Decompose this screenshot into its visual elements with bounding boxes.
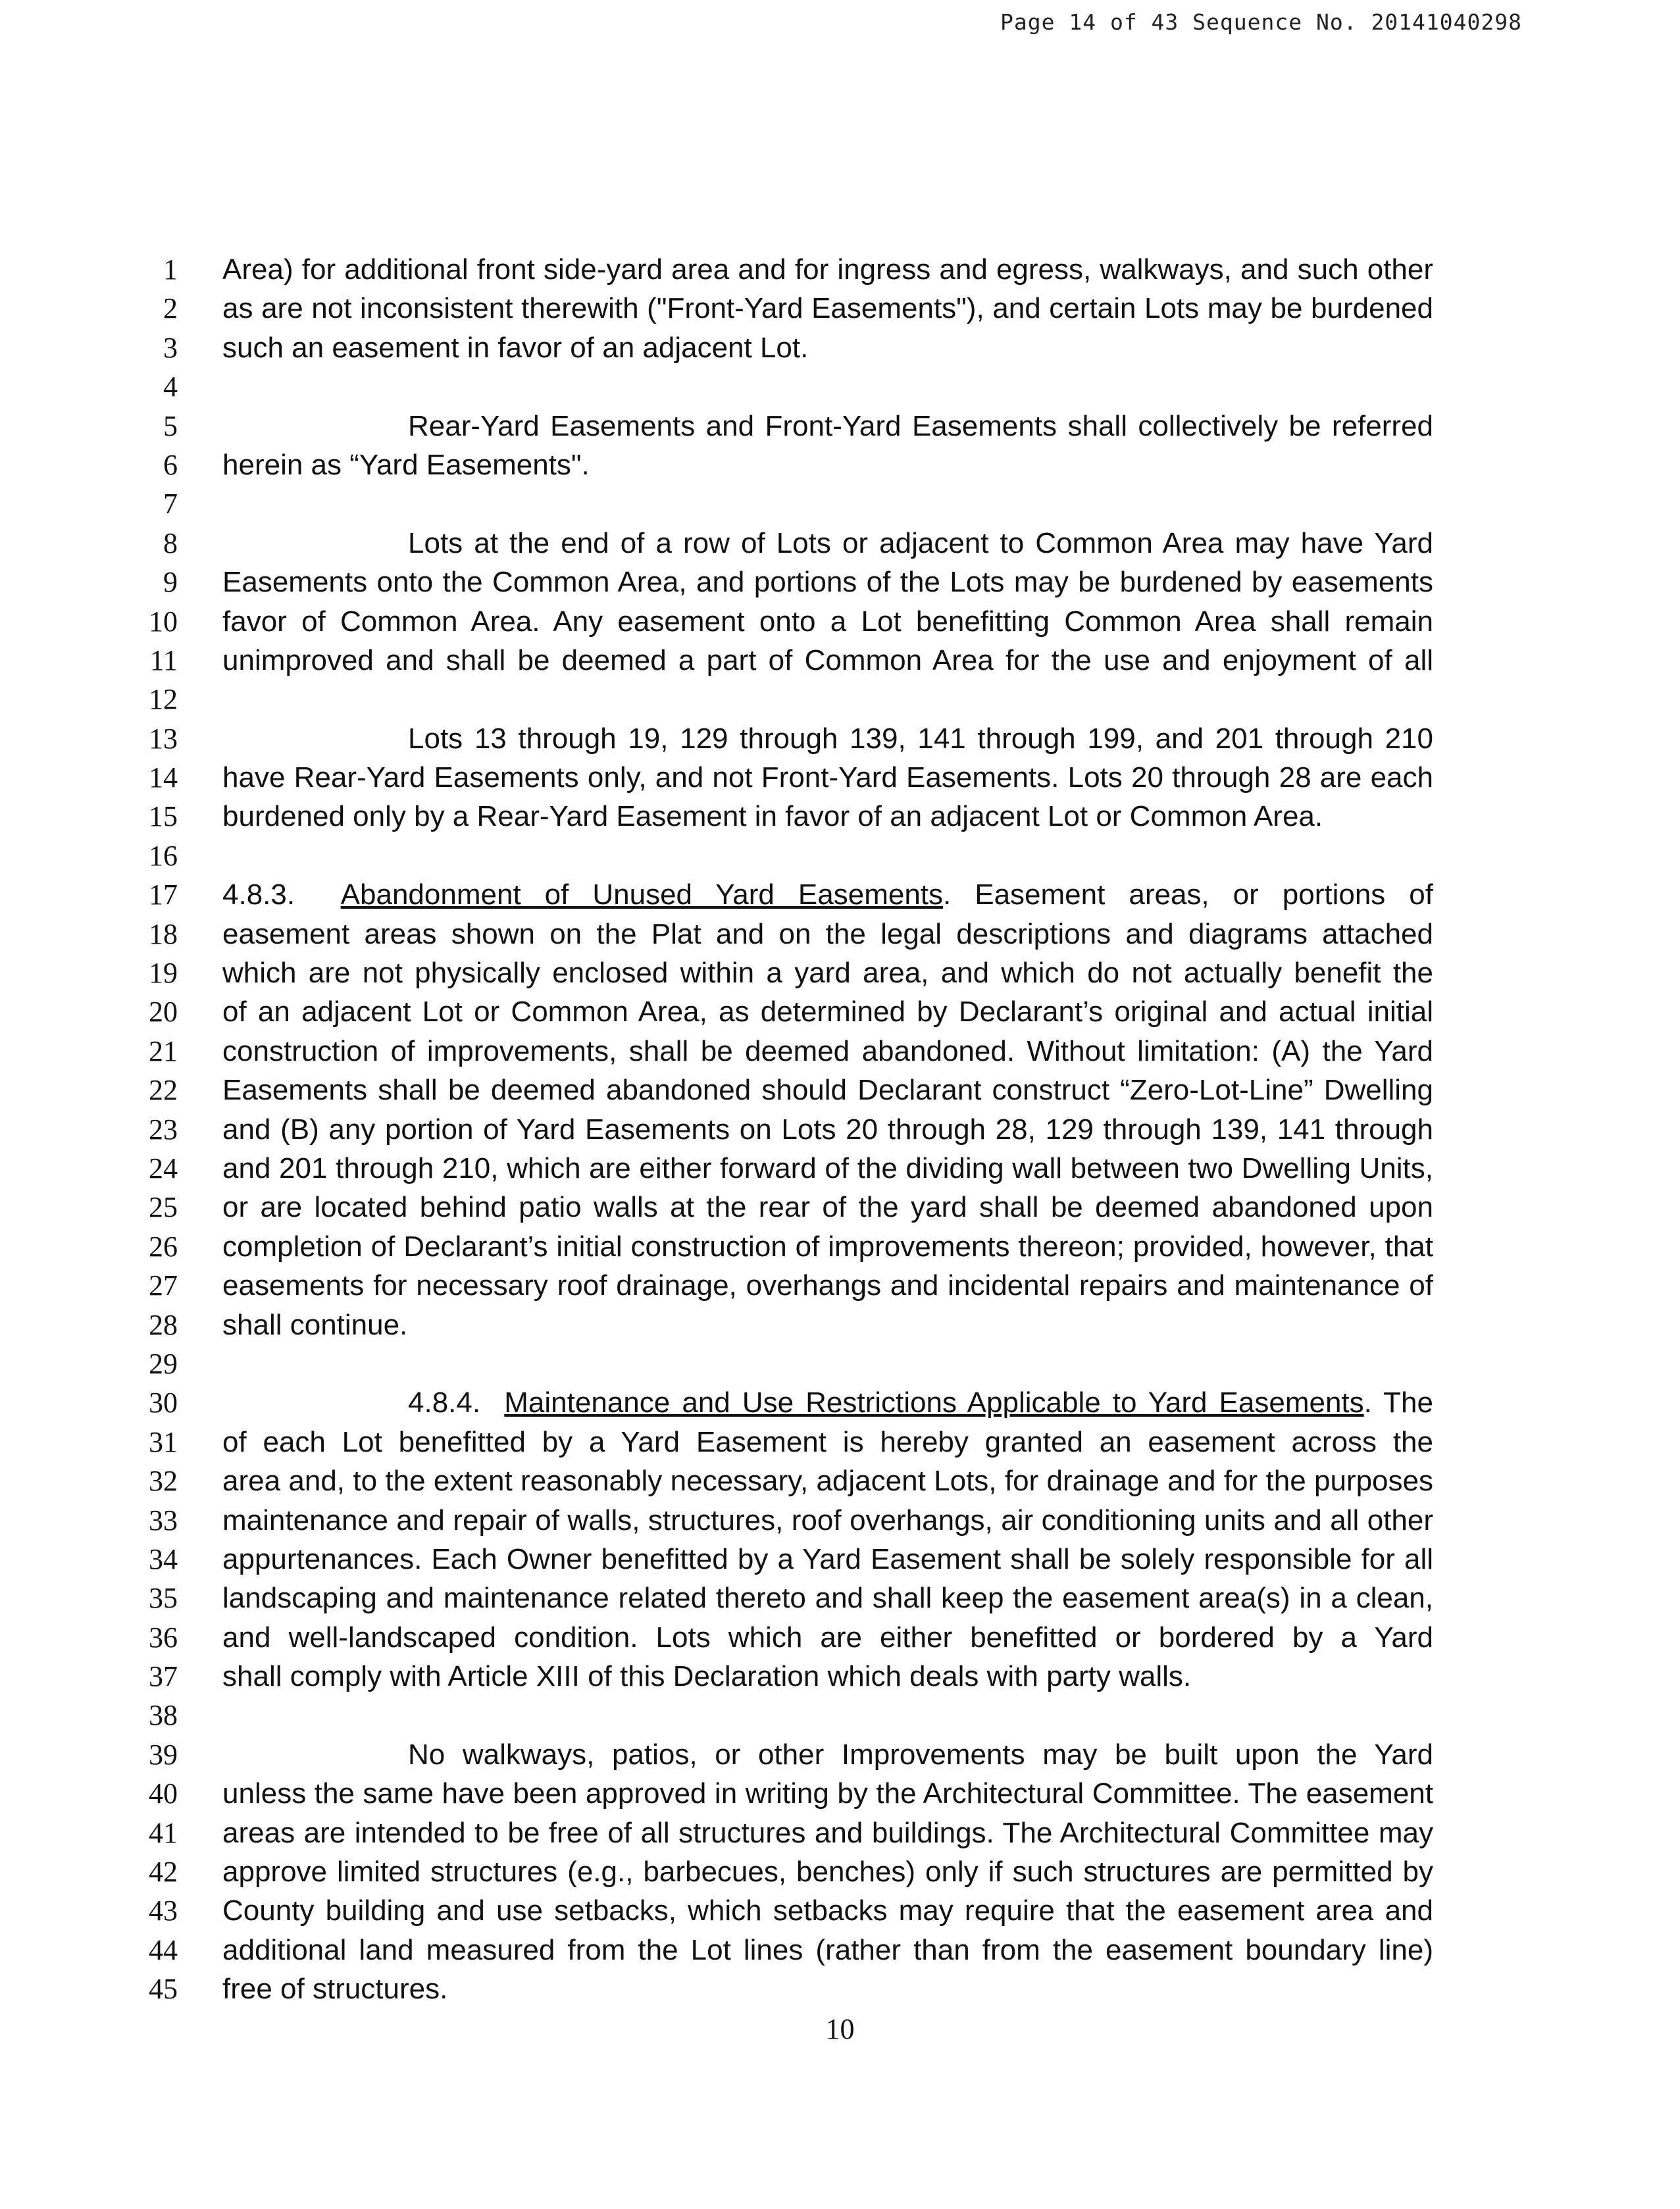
line-text: herein as “Yard Easements". [222,448,590,481]
line-text: and (B) any portion of Yard Easements on Lots 20 through 28, 129 through 139, 141 through [222,1113,1433,1146]
line-text [408,1383,1433,1422]
text-line [0,1814,1680,1852]
line-text: Easements shall be deemed abandoned should Declarant construct “Zero-Lot-Line” Dwelling [222,1074,1433,1107]
line-text: of each Lot benefitted by a Yard Easement is hereby granted an easement across the [222,1425,1433,1458]
text-line [0,1423,1680,1461]
line-number: 14 [149,761,178,794]
text-line [0,484,1680,523]
line-number: 41 [149,1816,178,1849]
line-text: easement areas shown on the Plat and on the legal descriptions and diagrams attached [222,917,1433,950]
line-number: 11 [149,644,178,676]
line-number: 40 [149,1777,178,1810]
line-text: additional land measured from the Lot lines (rather than from the easement boundary line) [222,1933,1433,1966]
line-text: Lots 13 through 19, 129 through 139, 141 through 199, and 201 through 210 [408,722,1433,755]
line-number: 22 [149,1074,178,1107]
line-text: area and, to the extent reasonably necessary, adjacent Lots, for drainage and for the purposes [222,1465,1433,1498]
text-line [0,1852,1680,1891]
text-line [0,641,1680,680]
line-text: unimproved and shall be deemed a part of Common Area for the use and enjoyment of all [222,644,1433,676]
text-line [0,367,1680,406]
line-number: 1 [163,253,178,286]
text-line [0,328,1680,367]
page-number: 10 [825,2013,855,2045]
text-line [0,524,1680,563]
line-number: 10 [149,605,178,638]
text-line [0,1344,1680,1383]
line-number: 3 [163,331,178,364]
section-number: 4.8.3. [222,878,341,911]
text-line [0,289,1680,328]
line-number: 7 [163,488,178,521]
line-number: 20 [149,996,178,1028]
line-number: 36 [149,1621,178,1654]
section-heading: Maintenance and Use Restrictions Applicable to Yard Easements [504,1386,1364,1419]
line-text: which are not physically enclosed within a yard area, and which do not actually benefit the [222,957,1433,990]
text-line [0,1227,1680,1266]
section-number: 4.8.4. [408,1386,505,1419]
line-text: shall comply with Article XIII of this Declaration which deals with party walls. [222,1660,1192,1693]
line-text: free of structures. [222,1973,448,2006]
text-line [0,1579,1680,1617]
line-number: 39 [149,1738,178,1771]
line-number: 34 [149,1542,178,1575]
text-line [0,445,1680,484]
line-number: 8 [163,526,178,559]
text-line [0,1188,1680,1227]
text-line [0,1657,1680,1696]
text-line [0,758,1680,797]
text-line [0,875,1680,914]
section-heading: Abandonment of Unused Yard Easements [340,878,944,911]
line-text: completion of Declarant’s initial construction of improvements thereon; provided, however, that [222,1230,1433,1263]
line-text: such an easement in favor of an adjacent Lot. [222,331,809,364]
line-text: approve limited structures (e.g., barbecues, benches) only if such structures are permitted by [222,1856,1433,1889]
line-number: 25 [149,1191,178,1224]
text-line [0,953,1680,992]
line-number: 44 [149,1933,178,1966]
line-text: Rear-Yard Easements and Front-Yard Easements shall collectively be referred [408,409,1433,442]
line-number: 35 [149,1582,178,1615]
text-line [0,915,1680,953]
text-line [0,1931,1680,1969]
text-line [0,250,1680,289]
text-line [0,1501,1680,1540]
text-line [0,1110,1680,1149]
line-number: 29 [149,1347,178,1380]
text-line [0,1266,1680,1305]
text-line [0,1618,1680,1657]
text-line [0,992,1680,1031]
text-line [0,719,1680,758]
line-text: No walkways, patios, or other Improvements may be built upon the Yard [408,1738,1433,1771]
line-number: 16 [149,839,178,872]
line-text: appurtenances. Each Owner benefitted by a Yard Easement shall be solely responsible for all [222,1542,1433,1575]
line-text: Lots at the end of a row of Lots or adjacent to Common Area may have Yard [408,526,1433,559]
section-text: . Easement areas, or portions of [943,878,1433,911]
text-line [0,1735,1680,1774]
line-text: areas are intended to be free of all structures and buildings. The Architectural Committee may [222,1816,1433,1849]
page-header: Page 14 of 43 Sequence No. 20141040298 [1000,9,1522,35]
line-number: 5 [163,409,178,442]
line-text: Area) for additional front side-yard area and for ingress and egress, walkways, and such other [222,253,1433,286]
line-number: 19 [149,957,178,990]
text-line [0,1969,1680,2008]
line-text: or are located behind patio walls at the rear of the yard shall be deemed abandoned upon [222,1191,1433,1224]
line-text: as are not inconsistent therewith ("Front-Yard Easements"), and certain Lots may be burdened [222,292,1433,325]
text-line [0,1032,1680,1071]
line-text: shall continue. [222,1308,408,1341]
line-text: and 201 through 210, which are either forward of the dividing wall between two Dwelling Units, [222,1152,1433,1184]
line-text: County building and use setbacks, which setbacks may require that the easement area and [222,1894,1433,1927]
text-line [0,1149,1680,1188]
document-body [0,250,1680,2009]
line-number: 42 [149,1856,178,1889]
line-text: have Rear-Yard Easements only, and not Front-Yard Easements. Lots 20 through 28 are each [222,761,1433,794]
line-number: 6 [163,448,178,481]
line-text: unless the same have been approved in writing by the Architectural Committee. The easement [222,1777,1433,1810]
line-number: 12 [149,683,178,716]
line-number: 37 [149,1660,178,1693]
line-number: 17 [149,878,178,911]
line-number: 28 [149,1308,178,1341]
text-line [0,836,1680,875]
line-number: 45 [149,1973,178,2006]
line-text [222,875,1433,914]
line-number: 13 [149,722,178,755]
line-number: 30 [149,1386,178,1419]
text-line [0,407,1680,445]
text-line [0,1306,1680,1344]
line-number: 24 [149,1152,178,1184]
section-text: . The [1363,1386,1433,1419]
text-line [0,602,1680,641]
line-text: maintenance and repair of walls, structures, roof overhangs, air conditioning units and all other [222,1504,1433,1536]
text-line [0,680,1680,719]
line-number: 15 [149,800,178,833]
line-number: 38 [149,1699,178,1732]
text-line [0,1461,1680,1500]
line-number: 4 [163,370,178,403]
text-line [0,1696,1680,1735]
line-number: 31 [149,1425,178,1458]
line-text: construction of improvements, shall be deemed abandoned. Without limitation: (A) the Yard [222,1034,1433,1067]
line-number: 23 [149,1113,178,1146]
text-line [0,1891,1680,1930]
line-text: easements for necessary roof drainage, overhangs and incidental repairs and maintenance of [222,1269,1433,1302]
line-number: 9 [163,566,178,599]
line-text: of an adjacent Lot or Common Area, as determined by Declarant’s original and actual initial [222,996,1433,1028]
line-text: landscaping and maintenance related thereto and shall keep the easement area(s) in a clean, [222,1582,1433,1615]
line-text: favor of Common Area. Any easement onto a Lot benefitting Common Area shall remain [222,605,1433,638]
text-line [0,1540,1680,1579]
line-number: 26 [149,1230,178,1263]
line-number: 21 [149,1034,178,1067]
line-text: burdened only by a Rear-Yard Easement in favor of an adjacent Lot or Common Area. [222,800,1323,833]
line-text: and well-landscaped condition. Lots which are either benefitted or bordered by a Yard [222,1621,1433,1654]
line-number: 33 [149,1504,178,1536]
text-line [0,563,1680,601]
line-number: 43 [149,1894,178,1927]
line-number: 32 [149,1465,178,1498]
text-line [0,1774,1680,1813]
text-line [0,1071,1680,1109]
line-text: Easements onto the Common Area, and portions of the Lots may be burdened by easements [222,566,1433,599]
line-number: 27 [149,1269,178,1302]
text-line [0,797,1680,836]
line-number: 18 [149,917,178,950]
line-number: 2 [163,292,178,325]
text-line [0,1383,1680,1422]
